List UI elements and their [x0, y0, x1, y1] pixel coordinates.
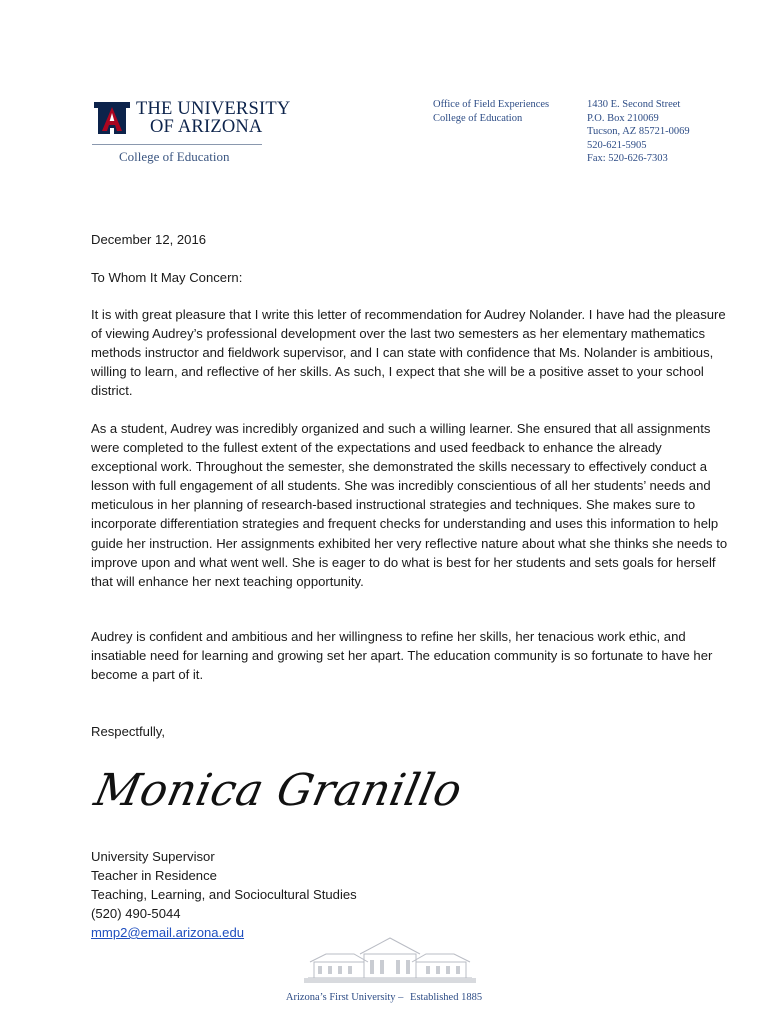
letterhead-office	[433, 98, 549, 125]
fax-line: Fax: 520-626-7303	[587, 153, 668, 164]
closing: Respectfully,	[91, 724, 165, 739]
signer-email-link[interactable]: mmp2@email.arizona.edu	[91, 925, 245, 940]
letter-date: December 12, 2016	[91, 232, 207, 247]
block-a-logo-icon	[92, 98, 132, 138]
signer-phone: (520) 490-5044	[91, 906, 181, 921]
old-main-building-icon	[304, 932, 476, 984]
signer-block	[91, 847, 357, 942]
office-line: Office of Field Experiences	[433, 99, 550, 110]
handwritten-signature: Monica Granillo	[90, 765, 467, 816]
address-line: P.O. Box 210069	[587, 112, 659, 124]
signer-title: Teacher in Residence	[91, 868, 217, 883]
footer-tagline	[0, 992, 768, 1003]
address-line: Tucson, AZ 85721-0069	[587, 126, 690, 137]
salutation: To Whom It May Concern:	[91, 270, 243, 285]
paragraph: It is with great pleasure that I write this letter of recommendation for Audrey Nolander. I have had the pleasure of viewing Audrey’s professional development over the last two semesters as her elementary mathematics methods instructor and fieldwork supervisor, and I can state with confidence that Ms. Nolander is ambitious, willing to learn, and reflective of her skills. As such, I expect that she will be a positive asset to your school district.	[91, 307, 726, 399]
signer-title: University Supervisor	[91, 849, 215, 864]
footer-tagline-right: Established 1885	[410, 992, 483, 1003]
university-logo	[92, 96, 291, 168]
letterhead-address	[587, 98, 690, 166]
logo-college-name: College of Education	[119, 149, 230, 164]
paragraph: Audrey is confident and ambitious and her willingness to refine her skills, her tenacious work ethic, and insatiable need for learning and growing set her apart. The education community is so fortunate to have her become a part of it.	[91, 629, 713, 683]
footer-tagline-left: Arizona’s First University –	[285, 992, 404, 1003]
address-line: 1430 E. Second Street	[587, 99, 681, 110]
logo-wordmark-line1: THE UNIVERSITY	[136, 99, 291, 119]
signer-department: Teaching, Learning, and Sociocultural Studies	[91, 887, 357, 902]
paragraph: As a student, Audrey was incredibly organized and such a willing learner. She ensured that all assignments were completed to the fullest extent of the expectations and used feedback to enhance the already exceptional work. Throughout the semester, she demonstrated the skills necessary to effectively conduct a lesson with full engagement of all students. She was incredibly conscientious of all her students’ needs and meticulous in her planning of research-based instructional strategies and techniques. She makes sure to incorporate differentiation strategies and frequent checks for understanding and uses this information to help guide her instruction. Her assignments exhibited her very reflective nature about what she thinks she needs to improve upon and what went well. She is eager to do what is best for her students and sets goals for herself that will enhance her next teaching opportunity.	[91, 421, 728, 589]
phone-line: 520-621-5905	[587, 139, 647, 151]
office-line: College of Education	[433, 112, 523, 124]
logo-wordmark-line2: OF ARIZONA	[150, 117, 263, 137]
logo-divider	[92, 144, 262, 145]
